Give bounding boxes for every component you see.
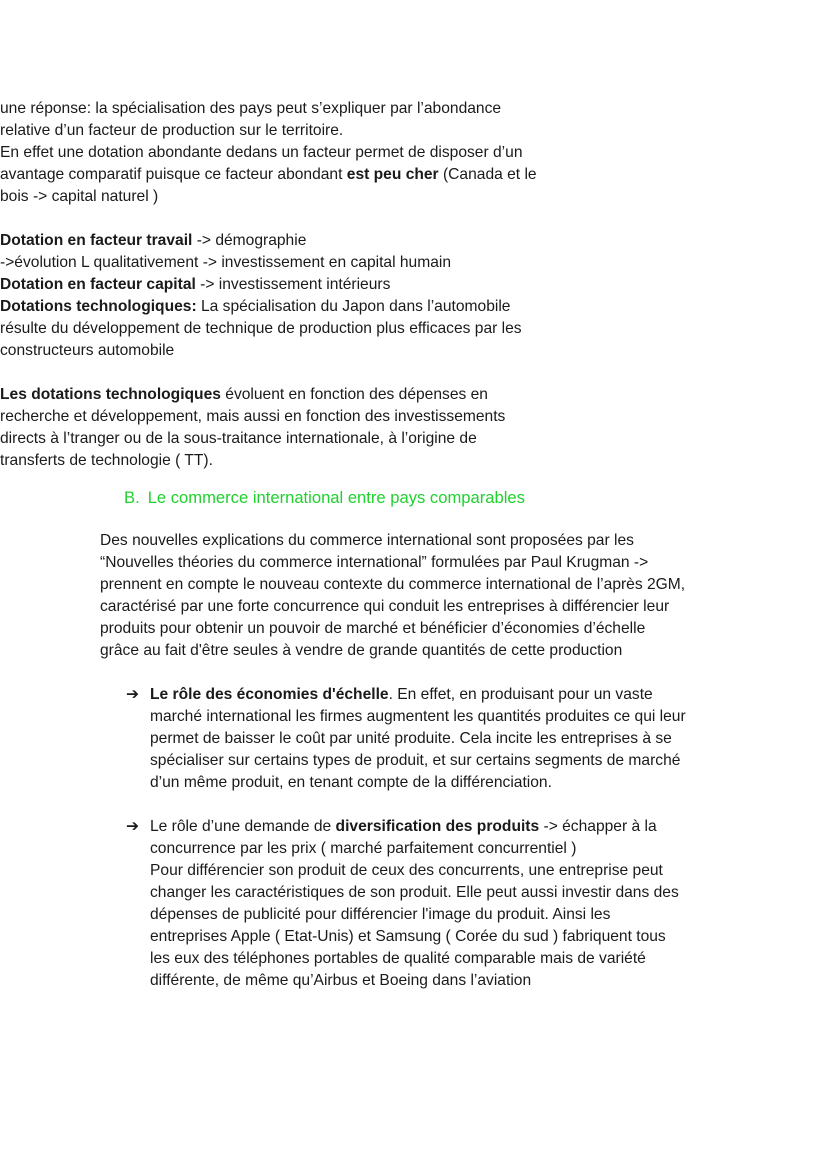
paragraph-line: prennent en compte le nouveau contexte du commerce international de l’après 2GM,	[100, 576, 686, 593]
evolution-paragraph	[0, 384, 600, 472]
bullet-line: marché international les firmes augmentent les quantités produites ce qui leur	[150, 708, 686, 725]
intro-line: bois -> capital naturel )	[0, 188, 159, 205]
dotation-text: -> démographie	[192, 232, 307, 249]
section-heading	[124, 486, 828, 510]
paragraph-line: caractérisé par une forte concurrence qui conduit les entreprises à différencier leur	[100, 598, 670, 615]
dotations-paragraph	[0, 230, 600, 362]
bullet-line: changer les caractéristiques de son produit. Elle peut aussi investir dans des	[150, 884, 679, 901]
dotation-line	[0, 274, 600, 296]
bullet-line: d’un même produit, en tenant compte de la différenciation.	[150, 774, 552, 791]
bullet-line: entreprises Apple ( Etat-Unis) et Samsung ( Corée du sud ) fabriquent tous	[150, 928, 666, 945]
arrow-bullet-icon: ➔	[126, 818, 140, 835]
section-letter: B.	[124, 488, 140, 507]
dotation-line	[0, 296, 600, 318]
bold-term: Dotation en facteur capital	[0, 276, 196, 293]
bold-term: Le rôle des économies d'échelle	[150, 686, 389, 703]
bullet-line: spécialiser sur certains types de produit, et sur certains segments de marché	[150, 752, 681, 769]
bold-term: Dotation en facteur travail	[0, 232, 193, 249]
dotation-line	[0, 230, 600, 252]
bullet-diversification	[126, 816, 750, 992]
bullet-line: Pour différencier son produit de ceux des concurrents, une entreprise peut	[150, 862, 663, 879]
dotation-line: constructeurs automobile	[0, 342, 175, 359]
intro-line	[0, 164, 600, 186]
krugman-paragraph	[100, 530, 740, 662]
bullet-line: dépenses de publicité pour différencier l'image du produit. Ainsi les	[150, 906, 611, 923]
evolution-line: transferts de technologie ( TT).	[0, 452, 213, 469]
bullet-text: Le rôle d’une demande de	[150, 818, 336, 835]
bullet-text: . En effet, en produisant pour un vaste	[388, 686, 653, 703]
paragraph-line: grâce au fait d'être seules à vendre de grande quantités de cette production	[100, 642, 623, 659]
bold-term: diversification des produits	[335, 818, 540, 835]
intro-paragraph	[0, 98, 600, 208]
intro-line: relative d’un facteur de production sur le territoire.	[0, 122, 344, 139]
bullet-line: différente, de même qu’Airbus et Boeing dans l’aviation	[150, 972, 532, 989]
evolution-line: recherche et développement, mais aussi en fonction des investissements	[0, 408, 506, 425]
bullet-line: permet de baisser le coût par unité produite. Cela incite les entreprises à se	[150, 730, 672, 747]
bold-term: Les dotations technologiques	[0, 386, 221, 403]
dotation-line: ->évolution L qualitativement -> investissement en capital humain	[0, 254, 452, 271]
dotation-line: résulte du développement de technique de production plus efficaces par les	[0, 320, 522, 337]
bullet-line	[150, 684, 750, 706]
intro-line: En effet une dotation abondante dedans un facteur permet de disposer d’un	[0, 144, 523, 161]
arrow-bullet-icon: ➔	[126, 686, 140, 703]
bullet-economies-echelle	[126, 684, 750, 794]
paragraph-line: “Nouvelles théories du commerce international” formulées par Paul Krugman ->	[100, 554, 649, 571]
evolution-line	[0, 384, 600, 406]
intro-text: (Canada et le	[438, 166, 537, 183]
section-title: Le commerce international entre pays comparables	[147, 488, 525, 507]
evolution-text: évoluent en fonction des dépenses en	[220, 386, 488, 403]
dotation-text: -> investissement intérieurs	[195, 276, 391, 293]
bullet-line: les eux des téléphones portables de qualité comparable mais de variété	[150, 950, 646, 967]
bullet-text: -> échapper à la	[539, 818, 657, 835]
dotation-text: La spécialisation du Japon dans l’automobile	[196, 298, 511, 315]
paragraph-line: produits pour obtenir un pouvoir de marché et bénéficier d’économies d’échelle	[100, 620, 646, 637]
bullet-line	[150, 816, 750, 838]
bold-term: Dotations technologiques:	[0, 298, 197, 315]
bullet-line: concurrence par les prix ( marché parfaitement concurrentiel )	[150, 840, 577, 857]
bold-phrase: est peu cher	[346, 166, 439, 183]
paragraph-line: Des nouvelles explications du commerce international sont proposées par les	[100, 532, 634, 549]
intro-text: avantage comparatif puisque ce facteur abondant	[0, 166, 347, 183]
intro-line: une réponse: la spécialisation des pays peut s’expliquer par l’abondance	[0, 100, 502, 117]
evolution-line: directs à l’tranger ou de la sous-traitance internationale, à l’origine de	[0, 430, 477, 447]
